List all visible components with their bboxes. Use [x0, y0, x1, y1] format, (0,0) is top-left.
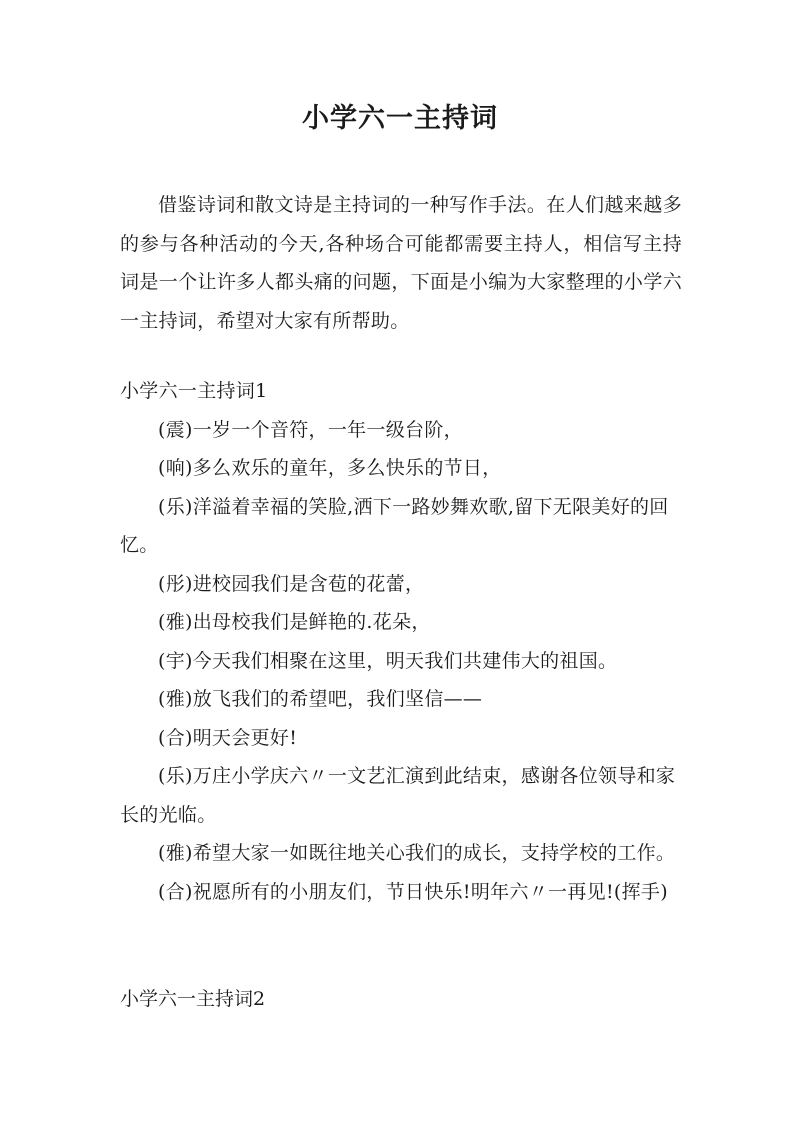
- script-line: (乐)万庄小学庆六〃一文艺汇演到此结束，感谢各位领导和家长的光临。: [120, 765, 676, 826]
- section-2-heading: 小学六一主持词2: [120, 988, 266, 1010]
- script-line: (合)明天会更好!: [158, 726, 298, 749]
- script-line: (雅)希望大家一如既往地关心我们的成长，支持学校的工作。: [158, 842, 676, 864]
- script-line: (雅)出母校我们是鲜艳的.花朵，: [158, 611, 431, 633]
- section-1: [120, 372, 682, 911]
- script-line: (宇)今天我们相聚在这里，明天我们共建伟大的祖国。: [158, 649, 618, 672]
- script-line: (合)祝愿所有的小朋友们，节日快乐!明年六〃一再见!(挥手): [158, 880, 668, 903]
- script-line: (响)多么欢乐的童年，多么快乐的节日，: [158, 457, 502, 479]
- script-line: (雅)放飞我们的希望吧，我们坚信——: [158, 688, 483, 710]
- page-title: 小学六一主持词: [302, 103, 498, 134]
- script-line: (彤)进校园我们是含苞的花蕾，: [158, 572, 425, 595]
- script-line: (震)一岁一个音符，一年一级台阶，: [158, 418, 463, 441]
- script-line: (乐)洋溢着幸福的笑脸,洒下一路妙舞欢歌,留下无限美好的回忆。: [120, 495, 669, 556]
- section-heading: 小学六一主持词1: [120, 380, 268, 402]
- intro-paragraph: 借鉴诗词和散文诗是主持词的一种写作手法。在人们越来越多的参与各种活动的今天,各种场合可能都需要主持人，相信写主持词是一个让许多人都头痛的问题，下面是小编为大家整理的小学六一主持词，希望对大家有所帮助。: [120, 194, 682, 332]
